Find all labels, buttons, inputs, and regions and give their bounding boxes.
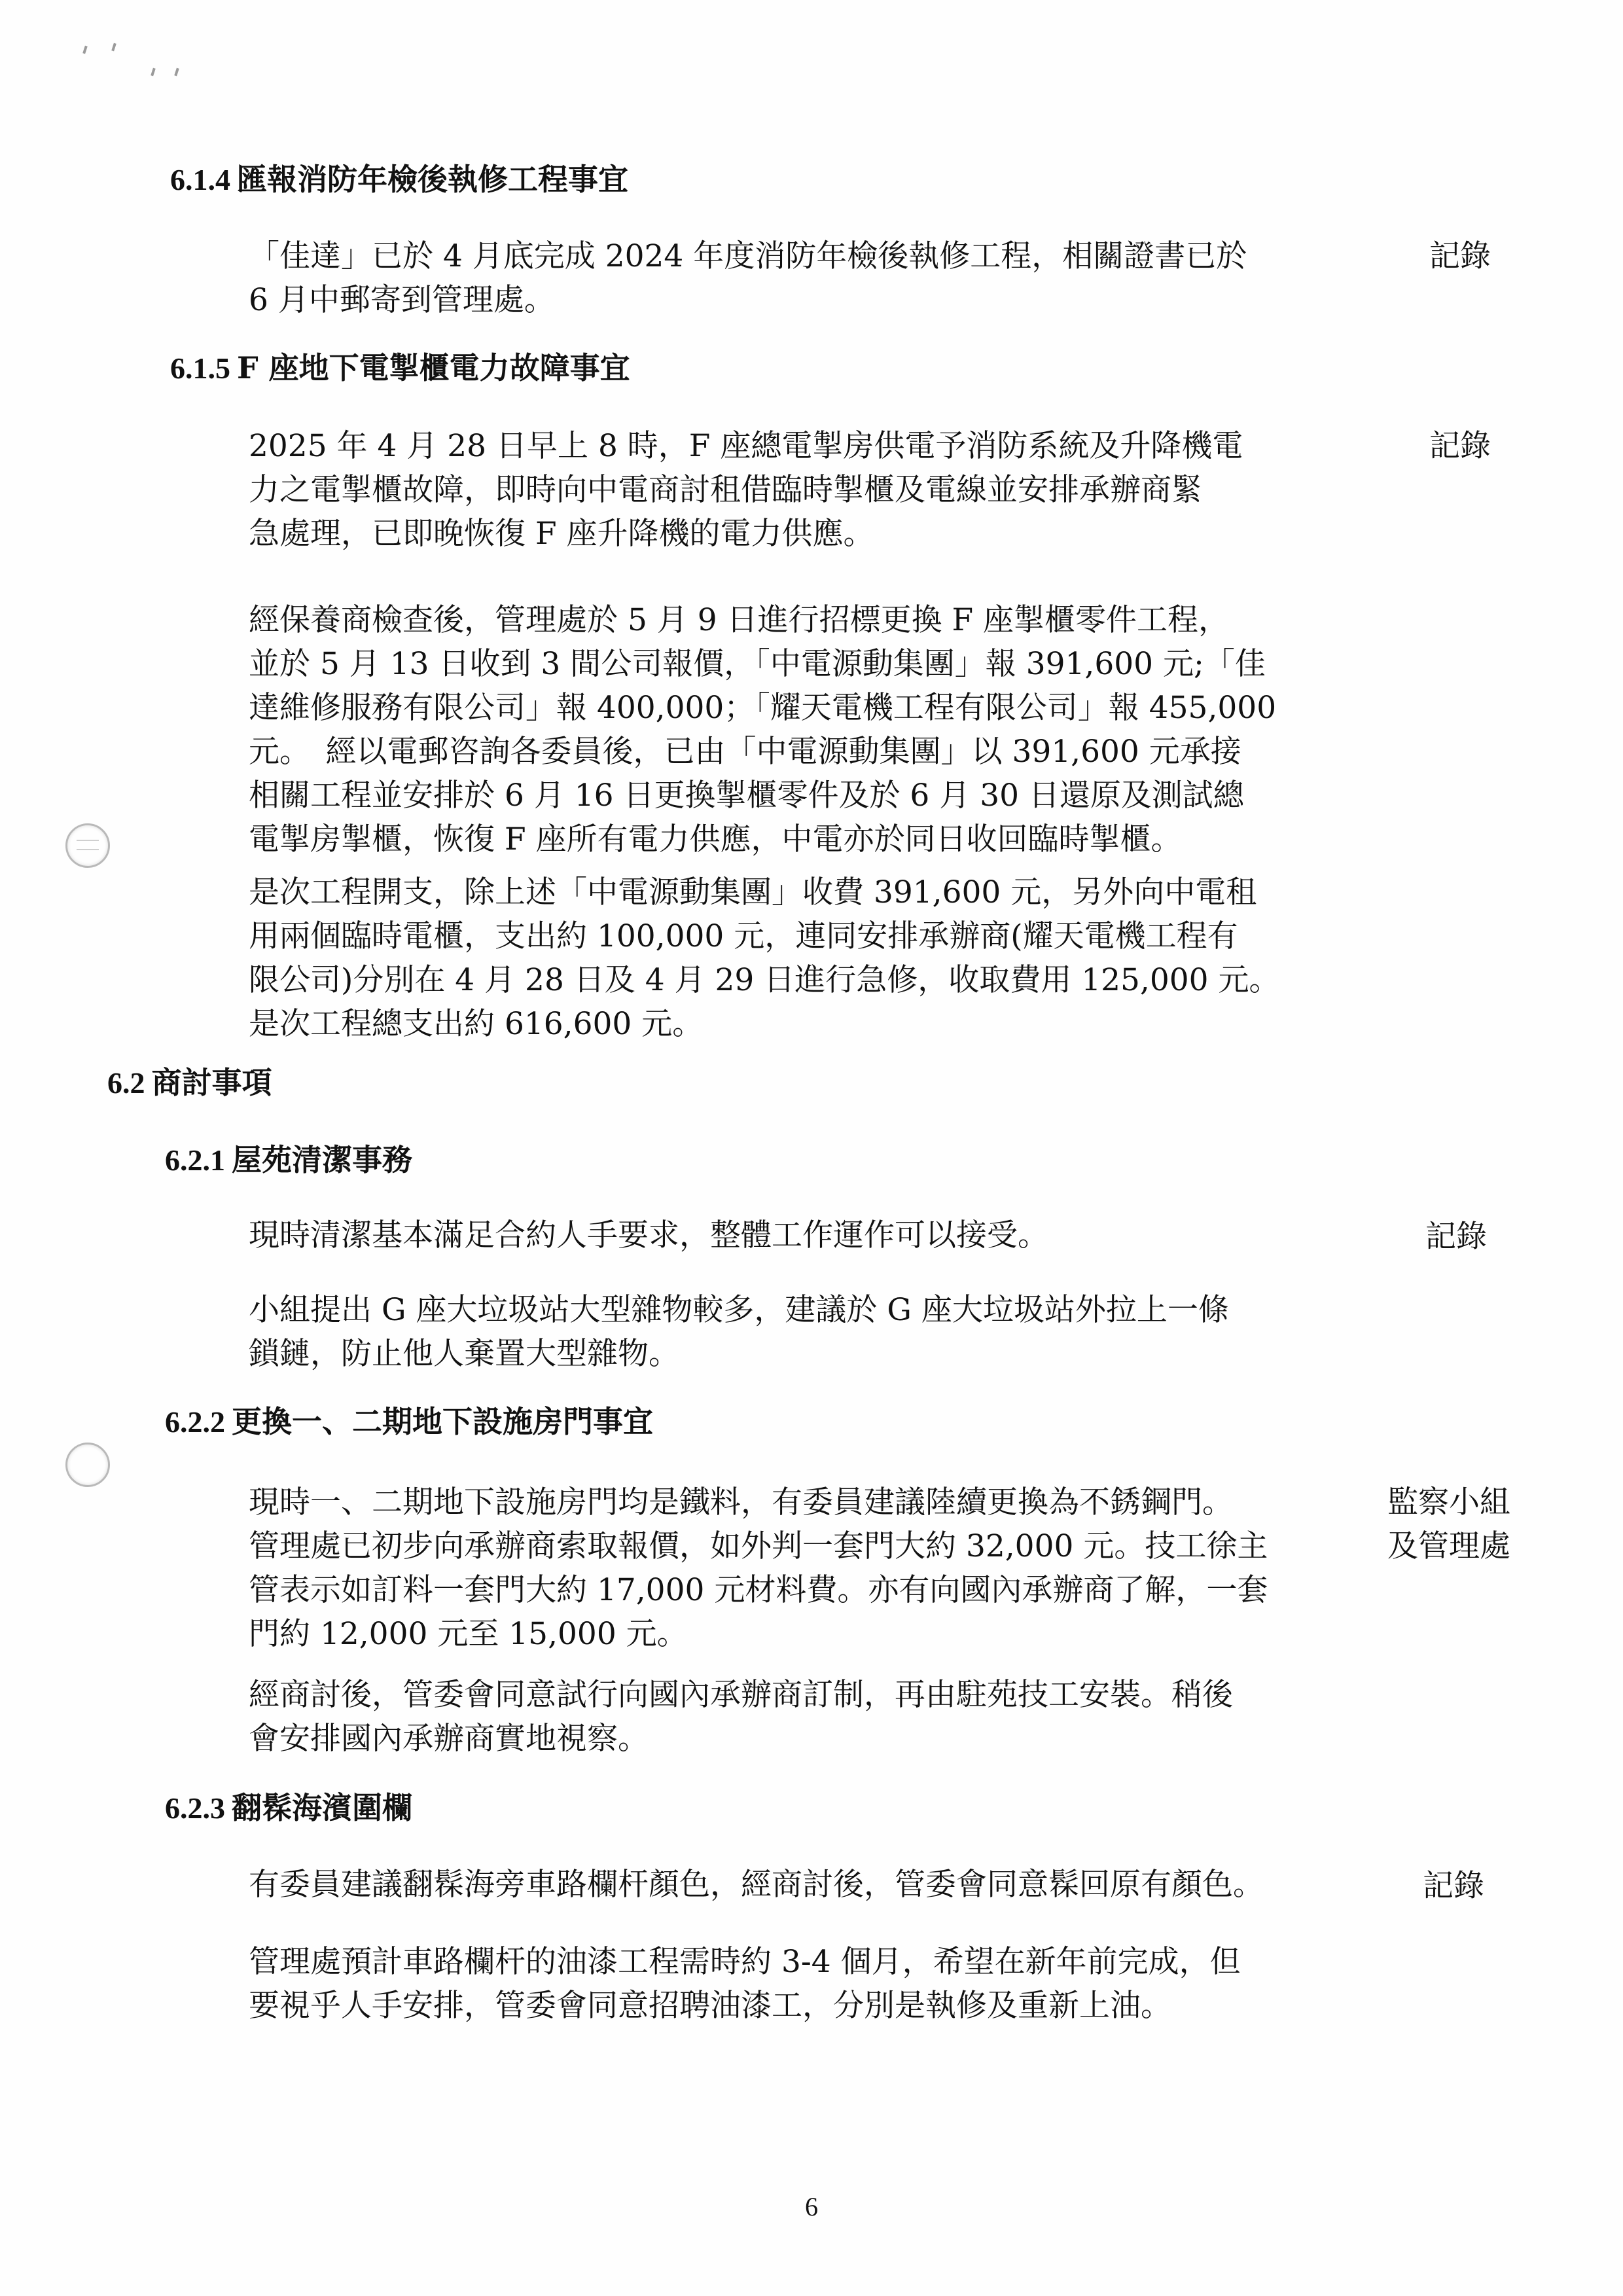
- paragraph-line: 「佳達」已於 4 月底完成 2024 年度消防年檢後執修工程，相關證書已於: [249, 238, 1247, 274]
- section-title: 翻髹海濱圍欄: [232, 1790, 412, 1825]
- paragraph-line: 要視乎人手安排，管委會同意招聘油漆工，分別是執修及重新上油。: [249, 1988, 1171, 2024]
- punch-hole-mark: [65, 1443, 110, 1487]
- section-number: 6.2.3: [165, 1791, 225, 1825]
- paragraph-line: 6 月中郵寄到管理處。: [249, 282, 555, 318]
- paragraph-line: 鎖鏈，防止他人棄置大型雜物。: [249, 1336, 679, 1372]
- paragraph-line: 現時一、二期地下設施房門均是鐵料，有委員建議陸續更換為不銹鋼門。: [249, 1484, 1233, 1520]
- paragraph: [249, 424, 1361, 556]
- section-heading-6-2-1: [165, 1141, 412, 1179]
- scan-mark: [151, 68, 156, 77]
- section-title: 匯報消防年檢後執修工程事宜: [237, 162, 628, 197]
- responsibility-label: 記錄: [1429, 428, 1491, 464]
- paragraph: [249, 1940, 1361, 2028]
- paragraph-line: 經保養商檢查後，管理處於 5 月 9 日進行招標更換 F 座掣櫃零件工程，: [249, 602, 1230, 638]
- paragraph-line: 2025 年 4 月 28 日早上 8 時，F 座總電掣房供電予消防系統及升降機電: [249, 428, 1243, 464]
- paragraph: [249, 870, 1361, 1046]
- paragraph-line: 電掣房掣櫃，恢復 F 座所有電力供應，中電亦於同日收回臨時掣櫃。: [249, 821, 1182, 857]
- section-number: 6.2.1: [165, 1143, 225, 1177]
- responsibility-line: 監察小組: [1387, 1484, 1510, 1520]
- paragraph-line: 並於 5 月 13 日收到 3 間公司報價，「中電源動集團」報 391,600 元;「佳: [249, 646, 1266, 682]
- paragraph: [249, 1480, 1361, 1656]
- section-heading-6-1-4: [170, 161, 628, 198]
- responsibility-label: [1387, 1480, 1510, 1568]
- paragraph: [249, 1673, 1361, 1761]
- section-title: F 座地下電掣櫃電力故障事宜: [237, 350, 630, 386]
- paragraph: [249, 1213, 1361, 1257]
- section-number: 6.2.2: [165, 1405, 225, 1439]
- paragraph-line: 急處理，已即晚恢復 F 座升降機的電力供應。: [249, 516, 874, 552]
- paragraph-line: 達維修服務有限公司」報 400,000；「耀天電機工程有限公司」報 455,000: [249, 690, 1277, 726]
- paragraph: [249, 1863, 1361, 1907]
- scan-mark: [174, 68, 179, 77]
- paragraph-line: 相關工程並安排於 6 月 16 日更換掣櫃零件及於 6 月 30 日還原及測試總: [249, 778, 1244, 814]
- paragraph-line: 限公司)分別在 4 月 28 日及 4 月 29 日進行急修，收取費用 125,000 元。: [249, 962, 1280, 998]
- section-number: 6.1.4: [170, 163, 230, 196]
- paragraph-line: 管表示如訂料一套門大約 17,000 元材料費。亦有向國內承辦商了解，一套: [249, 1572, 1268, 1608]
- paragraph-line: 門約 12,000 元至 15,000 元。: [249, 1616, 688, 1652]
- paragraph-line: 是次工程總支出約 616,600 元。: [249, 1006, 704, 1042]
- section-title: 商討事項: [151, 1065, 272, 1100]
- responsibility-line: 及管理處: [1387, 1528, 1510, 1564]
- paragraph-line: 用兩個臨時電櫃，支出約 100,000 元，連同安排承辦商(耀天電機工程有: [249, 918, 1238, 954]
- paragraph-line: 有委員建議翻髹海旁車路欄杆顏色，經商討後，管委會同意髹回原有顏色。: [249, 1867, 1264, 1903]
- paragraph-line: 會安排國內承辦商實地視察。: [249, 1721, 649, 1757]
- paragraph-line: 是次工程開支，除上述「中電源動集團」收費 391,600 元，另外向中電租: [249, 874, 1257, 910]
- responsibility-label: 記錄: [1423, 1868, 1484, 1904]
- section-heading-6-2: [107, 1064, 272, 1102]
- paragraph-line: 小組提出 G 座大垃圾站大型雜物較多，建議於 G 座大垃圾站外拉上一條: [249, 1292, 1229, 1328]
- paragraph-line: 管理處已初步向承辦商索取報價，如外判一套門大約 32,000 元。技工徐主: [249, 1528, 1268, 1564]
- paragraph-line: 管理處預計車路欄杆的油漆工程需時約 3-4 個月，希望在新年前完成，但: [249, 1944, 1241, 1980]
- responsibility-label: 記錄: [1425, 1219, 1487, 1255]
- paragraph-line: 元。 經以電郵咨詢各委員後，已由「中電源動集團」以 391,600 元承接: [249, 734, 1241, 770]
- section-number: 6.1.5: [170, 351, 230, 385]
- page-number: 6: [805, 2192, 818, 2221]
- paragraph: [249, 1288, 1361, 1376]
- paragraph-line: 現時清潔基本滿足合約人手要求，整體工作運作可以接受。: [249, 1217, 1048, 1253]
- section-title: 屋苑清潔事務: [232, 1142, 412, 1177]
- paragraph-line: 力之電掣櫃故障，即時向中電商討租借臨時掣櫃及電線並安排承辦商緊: [249, 472, 1202, 508]
- responsibility-label: 記錄: [1429, 238, 1491, 274]
- paragraph: [249, 598, 1361, 861]
- section-heading-6-2-2: [165, 1403, 653, 1441]
- section-heading-6-2-3: [165, 1789, 412, 1827]
- section-heading-6-1-5: [170, 350, 630, 387]
- section-number: 6.2: [107, 1066, 145, 1100]
- section-title: 更換一、二期地下設施房門事宜: [232, 1404, 653, 1439]
- paragraph: [249, 234, 1361, 322]
- scan-mark: [82, 46, 88, 54]
- scan-mark: [111, 43, 116, 52]
- punch-hole-mark: [65, 823, 110, 868]
- paragraph-line: 經商討後，管委會同意試行向國內承辦商訂制，再由駐苑技工安裝。稍後: [249, 1677, 1233, 1713]
